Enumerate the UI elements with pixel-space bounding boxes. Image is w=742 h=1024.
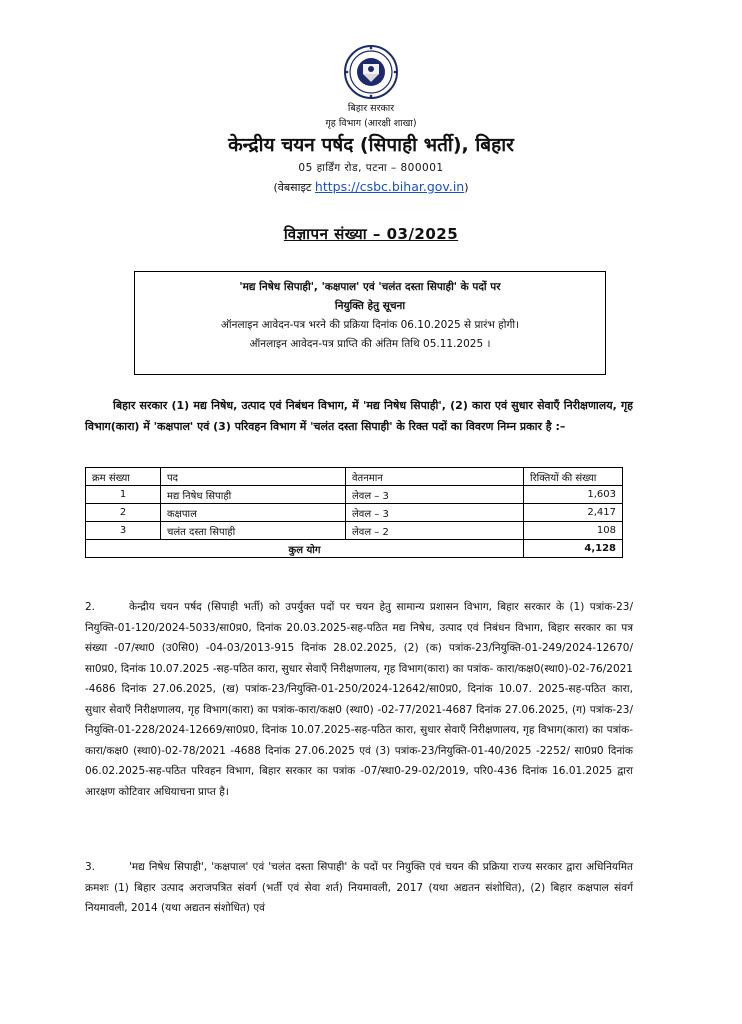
paragraph-3 [85,857,633,919]
paragraph-2 [85,597,633,802]
page-title: केन्द्रीय चयन पर्षद (सिपाही भर्ती), बिहार [228,134,514,156]
row-pay: लेवल – 2 [346,522,524,540]
row-post: चलंत दस्ता सिपाही [161,522,346,540]
advertisement-number: विज्ञापन संख्या – 03/2025 [283,225,459,243]
notice-line-3: ऑनलाइन आवेदन-पत्र भरने की प्रक्रिया दिनांक 06.10.2025 से प्रारंभ होगी। [220,319,520,331]
website-line [0,179,742,195]
table-row [86,522,623,540]
total-label: कुल योग [86,540,524,558]
table-row [86,504,623,522]
row-post: कक्षपाल [161,504,346,522]
website-suffix: ) [464,181,469,194]
intro-paragraph: बिहार सरकार (1) मद्य निषेध, उत्पाद एवं निबंधन विभाग, में 'मद्य निषेध सिपाही', (2) कारा एवं सुधार सेवाएँ निरीक्षणालय, गृह विभाग(कारा) में 'कक्षपाल' एवं (3) परिवहन विभाग में 'चलंत दस्ता सिपाही' के रिक्त पदों का विवरण निम्न प्रकार है :– [85,399,633,433]
row-sn: 1 [86,486,161,504]
table-total-row [86,540,623,558]
row-pay: लेवल – 3 [346,486,524,504]
row-pay: लेवल – 3 [346,504,524,522]
bihar-emblem [338,44,404,100]
paragraph-2-text: केन्द्रीय चयन पर्षद (सिपाही भर्ती) को उपर्युक्त पदों पर चयन हेतु सामान्य प्रशासन विभाग, बिहार सरकार के (1) पत्रांक-23/नियुक्ति-01-120/2024-5033/सा0प्र0, दिनांक 20.03.2025-सह-पठित मद्य निषेध, उत्पाद एवं निबंधन विभाग, बिहार सरकार का पत्र संख्या -07/स्था0 (उ0सि0) -04-03/2013-915 दिनांक 28.02.2025, (2) (क) पत्रांक-23/नियुक्ति-01-249/2024-12670/सा0प्र0, दिनांक 10.07.2025 -सह-पठित कारा, सुधार सेवाएँ निरीक्षणालय, गृह विभाग(कारा) का पत्रांक- कारा/कक्ष0(स्था0)-02-76/2021 -4686 दिनांक 27.06.2025, (ख) पत्रांक-23/नियुक्ति-01-250/2024-12642/सा0प्र0, दिनांक 10.07. 2025-सह-पठित कारा, सुधार सेवाएँ निरीक्षणालय, गृह विभाग(कारा) का पत्रांक-कारा/कक्ष0 (स्था0) -02-77/2021-4687 दिनांक 27.06.2025, (ग) पत्रांक-23/नियुक्ति-01-228/2024-12669/सा0प्र0, दिनांक 10.07.2025-सह-पठित कारा, सुधार सेवाएँ निरीक्षणालय, गृह विभाग(कारा) का पत्रांक-कारा/कक्ष0 (स्था0)-02-78/2021 -4688 दिनांक 27.06.2025 एवं (3) पत्रांक-23/नियुक्ति-01-40/2025 -2252/ सा0प्र0 दिनांक 06.02.2025-सह-पठित परिवहन विभाग, बिहार सरकार का पत्रांक -07/स्था0-29-02/2019, परि0-436 दिनांक 16.01.2025 द्वारा आरक्षण कोटिवार अधियाचना प्राप्त है। [85,601,633,798]
row-sn: 3 [86,522,161,540]
govt-label: बिहार सरकार [347,103,395,114]
table-row [86,486,623,504]
notice-box [134,271,606,375]
row-count: 108 [524,522,623,540]
col-header-count: रिक्तियों की संख्या [524,468,623,486]
total-value: 4,128 [524,540,623,558]
notice-line-1: 'मद्य निषेध सिपाही', 'कक्षपाल' एवं 'चलंत दस्ता सिपाही' के पदों पर [239,281,501,293]
office-address: 05 हार्डिंग रोड, पटना – 800001 [298,162,444,174]
col-header-post: पद [161,468,346,486]
vacancy-table [85,467,623,558]
website-link[interactable]: https://csbc.bihar.gov.in [314,179,465,194]
notice-line-4: ऑनलाइन आवेदन-पत्र प्राप्ति की अंतिम तिथि 05.11.2025 । [249,338,491,350]
row-post: मद्य निषेध सिपाही [161,486,346,504]
row-count: 2,417 [524,504,623,522]
row-count: 1,603 [524,486,623,504]
website-prefix: (वेबसाइट [273,181,312,194]
notice-line-2: नियुक्ति हेतु सूचना [334,300,406,312]
paragraph-2-number: 2. [85,601,96,613]
table-header-row [86,468,623,486]
paragraph-3-text: 'मद्य निषेध सिपाही', 'कक्षपाल' एवं 'चलंत दस्ता सिपाही' के पदों पर नियुक्ति एवं चयन की प्रक्रिया राज्य सरकार द्वारा अधिनियमित क्रमशः (1) बिहार उत्पाद अराजपत्रित संवर्ग (भर्ती एवं सेवा शर्त) नियमावली, 2017 (यथा अद्यतन संशोधित), (2) बिहार कक्षपाल संवर्ग नियमावली, 2014 (यथा अद्यतन संशोधित) एवं [85,861,633,914]
dept-label: गृह विभाग (आरक्षी शाखा) [325,118,417,129]
col-header-pay: वेतनमान [346,468,524,486]
paragraph-3-number: 3. [85,861,96,873]
row-sn: 2 [86,504,161,522]
col-header-sn: क्रम संख्या [86,468,161,486]
